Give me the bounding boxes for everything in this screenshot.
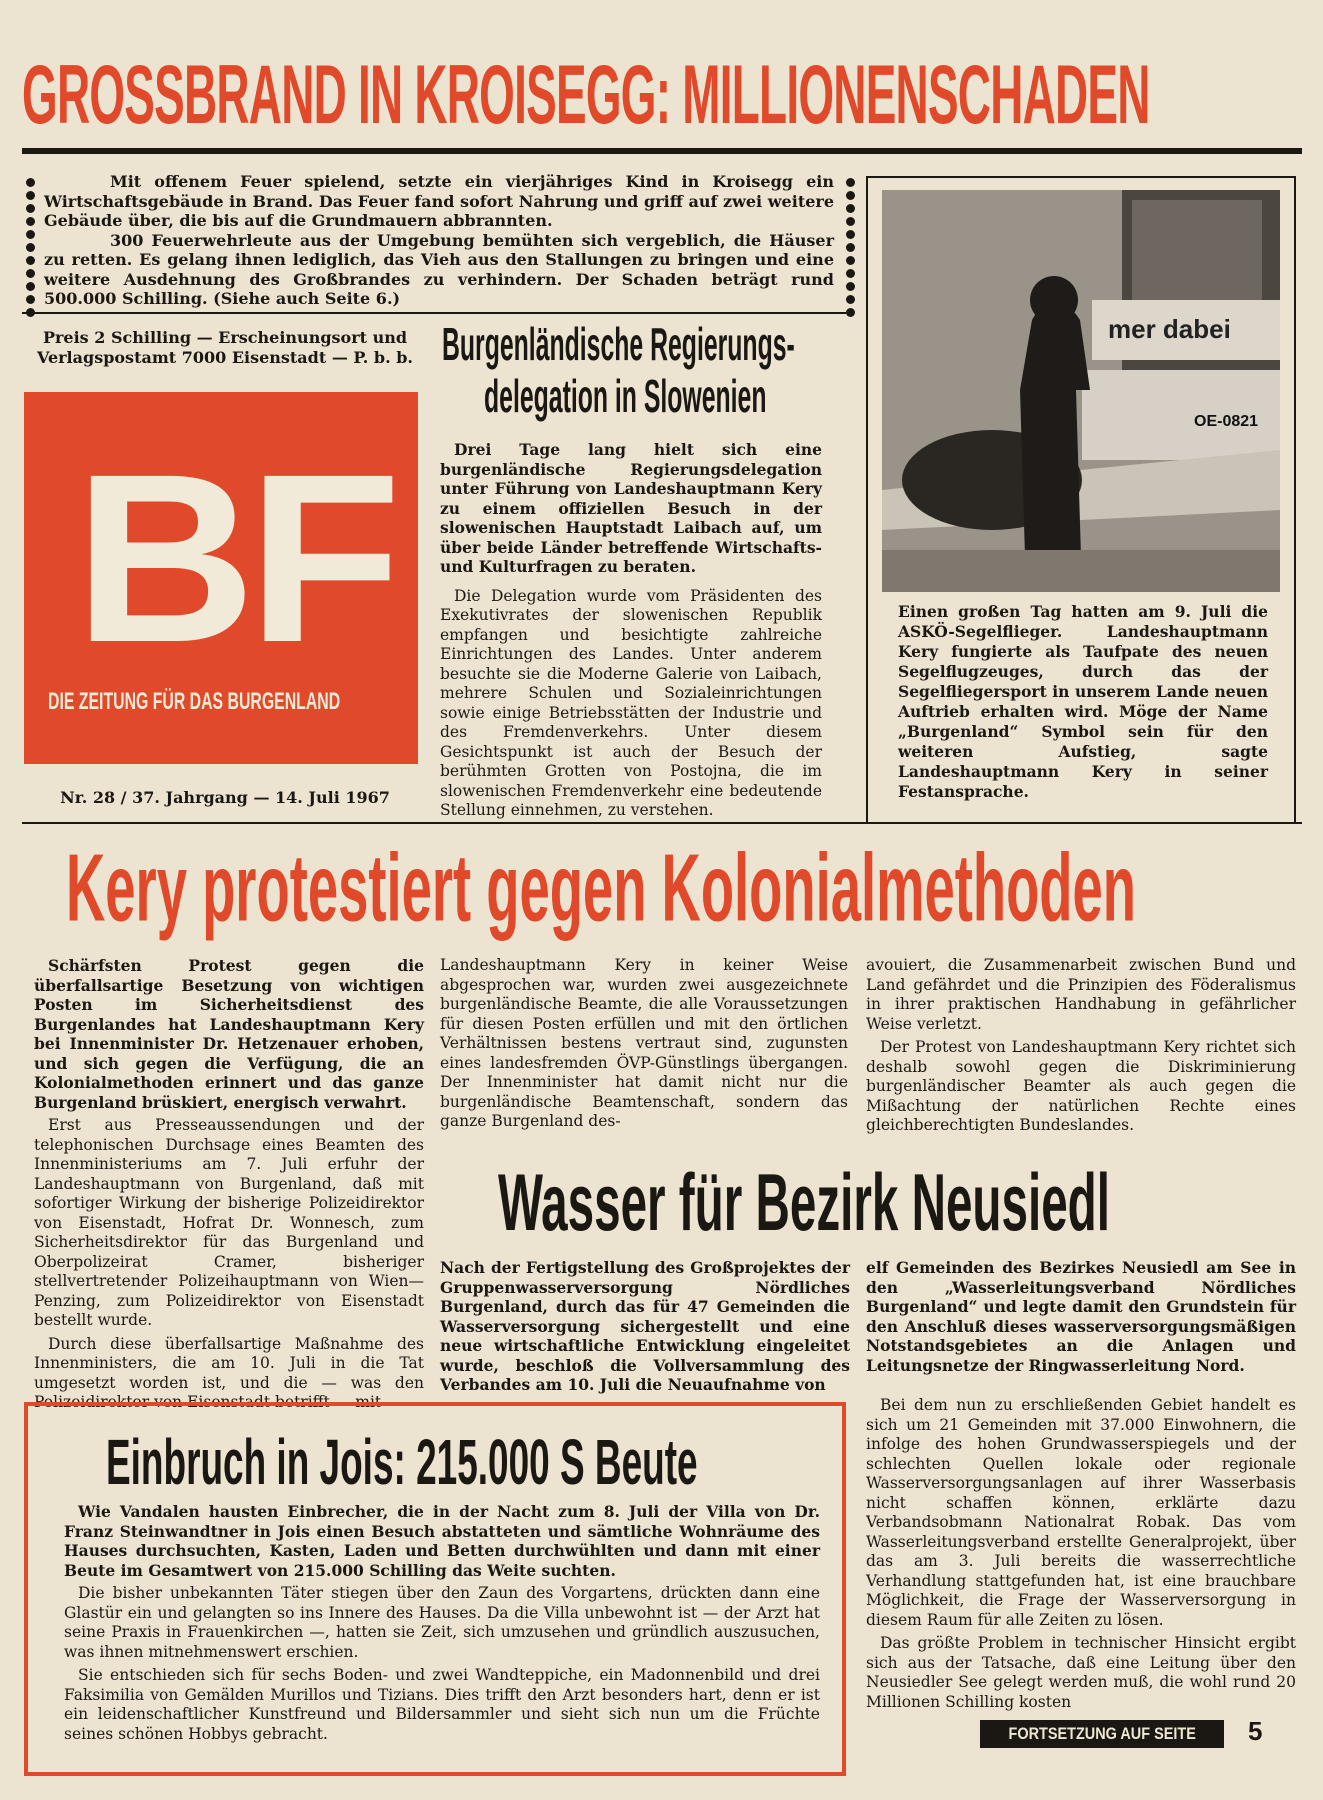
slovenia-lead: Drei Tage lang hielt sich eine burgenländische Regierungsdelegation unter Führung von Landeshauptmann Kery zu einem offiziellen Besuch in der slowenischen Hauptstadt Laibach auf, um über beide Länder betreffende Wirtschafts- und Kulturfragen zu beraten. [440, 440, 822, 576]
photo-caption: Einen großen Tag hatten am 9. Juli die ASKÖ-Segelflieger. Landeshauptmann Kery fungierte als Taufpate des neuen Segelflugzeuges, durch das der Segelfliegersport in unserem Lande neuen Auftrieb erhalten wird. Möge der Name „Burgenland“ Symbol sein für den weiteren Aufstieg, sagte Landeshauptmann Kery in seiner Festansprache. [898, 602, 1268, 801]
wasser-headline: Wasser für Bezirk Neusiedl [498, 1157, 1110, 1248]
einbruch-box [24, 1402, 846, 1776]
einbruch-lead: Wie Vandalen hausten Einbrecher, die in der Nacht zum 8. Juli der Villa von Dr. Franz Steinwandtner in Jois einen Besuch abstatteten und sämtliche Wohnräume des Hauses durchsuchten, Kasten, Laden und Betten durchwühlten und dann mit einer Beute im Gesamtwert von 215.000 Schilling das Weite suchten. [64, 1502, 820, 1580]
issue-line: Nr. 28 / 37. Jahrgang — 14. Juli 1967 [60, 788, 390, 807]
kery-col-1 [34, 956, 424, 1417]
kery-col2-text: Landeshauptmann Kery in keiner Weise abgesprochen war, wurden zwei ausgezeichnete burgenländische Beamte, die alle Voraussetzungen für diesen Posten erfüllen und mit den örtlichen Verhältnissen bestens vertraut sind, zugunsten eines landesfremden ÖVP-Günstlings übergangen. Der Innenminister hat damit nicht nur die burgenländische Beamtenschaft, sondern das ganze Burgenland des- [440, 956, 848, 1130]
wasser-p2: Bei dem nun zu erschließenden Gebiet handelt es sich um 21 Gemeinden mit 37.000 Einwohnern, die infolge des hohen Grundwasserspiegels und der schlechten Quellen lokale oder regionale Wasserversorgungsanlagen auf ihrer Wasserbasis nicht schaffen können, erklärte dazu Verbandsobmann Nationalrat Robak. Das vom Wasserleitungsverband erstellte Generalprojekt, über das am 3. Juli bereits die wasserrechtliche Verhandlung stattgefunden hat, ist eine brauchbare Möglichkeit, die Frage der Wasserversorgung in diesem Raum für alle Zeiten zu lösen. [866, 1396, 1296, 1629]
fire-headline: GROSSBRAND IN KROISEGG: MILLIONENSCHADEN [22, 48, 1150, 142]
kery-headline: Kery protestiert gegen Kolonialmethoden [66, 834, 1137, 941]
slovenia-headline-2: delegation in Slowenien [484, 371, 767, 423]
kery-lead: Schärfsten Protest gegen die überfallsartige Besetzung von wichtigen Posten im Sicherheitsdienst des Burgenlandes hat Landeshauptmann Kery bei Innenminister Dr. Hetzenauer erhoben, und sich gegen die Verfügung, die an Kolonialmethoden erinnert und das ganze Burgenland brüskiert, energisch verwahrt. [34, 956, 424, 1112]
headline-rule [22, 148, 1302, 154]
left-bullets [26, 178, 35, 317]
wasser-body [866, 1396, 1296, 1716]
kery-col-2 [440, 956, 848, 1136]
kery-p3: Durch diese überfallsartige Maßnahme des Innenministers, die am 10. Juli in die Tat umgesetzt worden ist, und die — was den Polizeidirektor von Eisenstadt betrifft — mit [34, 1334, 424, 1411]
kery-col3-p1: avouiert, die Zusammenarbeit zwischen Bund und Land gefährdet und die Prinzipien des Föderalismus in ihrer praktischen Handhabung in gefährlicher Weise verletzt. [866, 956, 1296, 1033]
continuation-label: FORTSETZUNG AUF SEITE [1008, 1724, 1196, 1743]
masthead-logo-block [24, 392, 418, 764]
slovenia-body: Die Delegation wurde vom Präsidenten des Exekutivrates der slowenischen Republik empfangen und besichtigte zahlreiche Einrichtungen des Landes. Unter anderem besuchte sie die Moderne Galerie von Laibach, mehrere Schulen und Sozialeinrichtungen sowie einige Betriebsstätten der Industrie und des Fremdenverkehrs. Unter diesem Gesichtspunkt ist auch der Besuch der berühmten Grotten von Postojna, die im slowenischen Fremdenverkehr eine bedeutende Stellung einnehmen, zu verstehen. [440, 586, 822, 819]
wasser-lead-left: Nach der Fertigstellung des Großprojektes der Gruppenwasserversorgung Nördliches Burgenland, durch das für 47 Gemeinden die Wasserversorgung sichergestellt und eine neue wirtschaftliche Entwicklung eingeleitet wurde, beschloß die Vollversammlung des Verbandes am 10. Juli die Neuaufnahme von [440, 1258, 850, 1394]
section-rule [22, 822, 1302, 824]
photo-box [866, 176, 1296, 824]
einbruch-p3: Sie entschieden sich für sechs Boden- und zwei Wandteppiche, ein Madonnenbild und drei Faksimilia von Gemälden Murillos und Tizians. Dies trifft den Arzt besonders hart, denn er ist ein leidenschaftlicher Kunstfreund und Bildersammler und sieht sich nun um die Früchte seines schönen Hobbys gebracht. [64, 1666, 820, 1743]
wasser-lead-right: elf Gemeinden des Bezirkes Neusiedl am See in den „Wasserleitungsverband Nördliches Burgenland“ und legte damit den Grundstein für den Anschluß dieses wasserversorgungsmäßigen Notstandsgebietes an die Anlagen und Leitungsnetze der Ringwasserleitung Nord. [866, 1258, 1296, 1375]
glider-christening-photo [882, 190, 1280, 592]
kery-col3-p2: Der Protest von Landeshauptmann Kery richtet sich deshalb sowohl gegen die Diskriminierung burgenländischer Beamter als auch gegen die Mißachtung der natürlichen Rechte eines gleichberechtigten Bundeslandes. [866, 1038, 1296, 1134]
fire-story-rule [22, 312, 846, 314]
kery-col-3 [866, 956, 1296, 1140]
masthead-logo: BF [74, 424, 394, 692]
continuation-bar [980, 1720, 1224, 1748]
page-number: 5 [1248, 1716, 1263, 1746]
fire-story-p2: 300 Feuerwehrleute aus der Umgebung bemühten sich vergeblich, die Häuser zu retten. Es gelang ihnen lediglich, das Vieh aus den Stallungen zu bringen und eine weitere Ausdehnung des Großbrandes zu verhindern. Der Schaden beträgt rund 500.000 Schilling. (Siehe auch Seite 6.) [44, 230, 834, 308]
photo [882, 190, 1280, 592]
plane-registration: OE-0821 [1194, 413, 1259, 430]
price-line: Preis 2 Schilling — Erscheinungsort und Verlagspostamt 7000 Eisenstadt — P. b. b. [37, 328, 413, 367]
sign-text: mer dabei [1108, 314, 1231, 344]
einbruch-p2: Die bisher unbekannten Täter stiegen über den Zaun des Vorgartens, drückten dann eine Glastür ein und gelangten so ins Innere des Hauses. Da die Villa unbewohnt ist — der Arzt hat seine Praxis in Frauenkirchen —, hatten sie Zeit, sich umzusehen und gründlich auszusuchen, was ihnen mitnehmenswert erschien. [64, 1584, 820, 1661]
fire-story-p1: Mit offenem Feuer spielend, setzte ein vierjähriges Kind in Kroisegg ein Wirtschaftsgebäude in Brand. Das Feuer fand sofort Nahrung und griff auf zwei weitere Gebäude über, die bis auf die Grundmauern abbrannten. [44, 172, 834, 230]
slovenia-story [440, 440, 822, 825]
einbruch-headline: Einbruch in Jois: 215.000 S Beute [106, 1425, 698, 1498]
kery-p2: Erst aus Presseaussendungen und der telephonischen Durchsage eines Beamten des Innenministeriums am 7. Juli erfuhr der Landeshauptmann von Burgenland, daß mit sofortiger Wirkung der bisherige Polizeidirektor von Eisenstadt, Hofrat Dr. Wonnesch, zum Sicherheitsdirektor für das Burgenland und Oberpolizeirat Cramer, bisheriger stellvertretender Polizeihauptmann von Wien—Penzing, zum Polizeidirektor von Eisenstadt bestellt wurde. [34, 1116, 424, 1329]
slovenia-headline-1: Burgenländische Regierungs- [442, 319, 795, 371]
fire-story [44, 172, 834, 309]
wasser-p3: Das größte Problem in technischer Hinsicht ergibt sich aus der Tatsache, daß eine Leitung über den Neusiedler See gelegt werden muß, die wohl rund 20 Millionen Schilling kosten [866, 1634, 1296, 1711]
right-bullets [846, 178, 855, 317]
einbruch-story [64, 1502, 820, 1748]
masthead-tagline: DIE ZEITUNG FÜR DAS BURGENLAND [48, 686, 341, 715]
